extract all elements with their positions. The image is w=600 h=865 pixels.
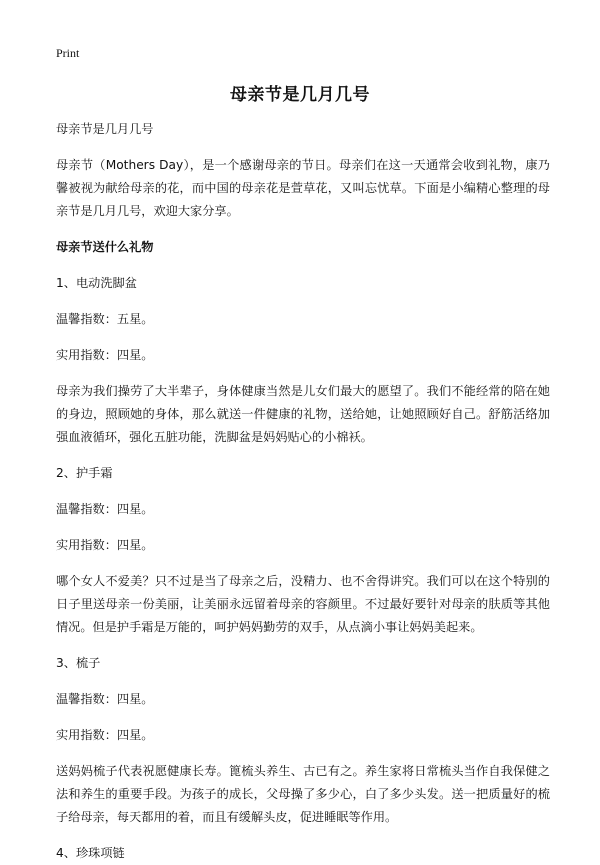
practical-rating: 实用指数：四星。: [56, 348, 154, 362]
page-title: 母亲节是几月几号: [230, 85, 370, 105]
warmth-rating: 温馨指数：四星。: [56, 502, 154, 516]
warmth-rating: 温馨指数：五星。: [56, 312, 154, 326]
warmth-rating: 温馨指数：四星。: [56, 692, 154, 706]
subtitle-line: 母亲节是几月几号: [56, 122, 154, 136]
gift-item-title: 1、电动洗脚盆: [56, 276, 137, 290]
intro-paragraph: 母亲节（Mothers Day），是一个感谢母亲的节日。母亲们在这一天通常会收到礼物，康乃馨被视为献给母亲的花，而中国的母亲花是萱草花，又叫忘忧草。下面是小编精心整理的母亲节是几月几号，欢迎大家分享。: [56, 158, 550, 218]
gift-item-title: 3、梳子: [56, 656, 101, 670]
practical-rating: 实用指数：四星。: [56, 538, 154, 552]
practical-rating: 实用指数：四星。: [56, 728, 154, 742]
gift-item-title: 2、护手霜: [56, 466, 113, 480]
article-body: [56, 118, 550, 865]
print-link[interactable]: Print: [56, 46, 80, 60]
gift-description: 哪个女人不爱美？只不过是当了母亲之后，没精力、也不舍得讲究。我们可以在这个特别的日子里送母亲一份美丽，让美丽永远留着母亲的容颜里。不过最好要针对母亲的肤质等其他情况。但是护手霜是万能的，呵护妈妈勤劳的双手，从点滴小事让妈妈美起来。: [56, 574, 550, 634]
gift-description: 母亲为我们操劳了大半辈子，身体健康当然是儿女们最大的愿望了。我们不能经常的陪在她的身边，照顾她的身体，那么就送一件健康的礼物，送给她，让她照顾好自己。舒筋活络加强血液循环，强化五脏功能，洗脚盆是妈妈贴心的小棉袄。: [56, 384, 550, 444]
gift-description: 送妈妈梳子代表祝愿健康长寿。篦梳头养生、古已有之。养生家将日常梳头当作自我保健之法和养生的重要手段。为孩子的成长，父母操了多少心，白了多少头发。送一把质量好的梳子给母亲，每天都用的着，而且有缓解头皮，促进睡眠等作用。: [56, 764, 550, 824]
gift-item-title: 4、珍珠项链: [56, 846, 125, 860]
section-heading: 母亲节送什么礼物: [56, 240, 154, 254]
